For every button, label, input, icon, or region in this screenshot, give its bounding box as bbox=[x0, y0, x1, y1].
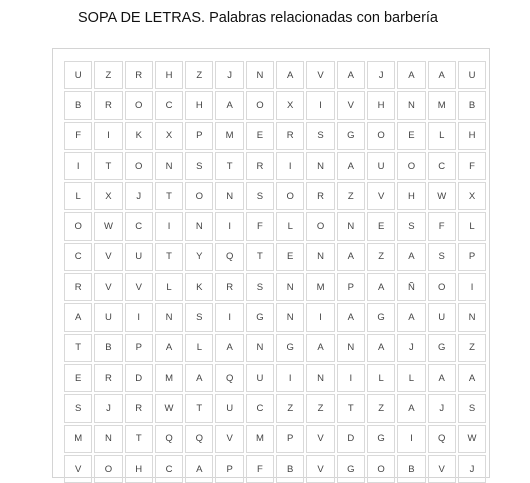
letter-cell[interactable]: A bbox=[337, 243, 365, 271]
letter-cell[interactable]: O bbox=[397, 152, 425, 180]
letter-cell[interactable]: M bbox=[246, 425, 274, 453]
letter-cell[interactable]: T bbox=[337, 394, 365, 422]
letter-cell[interactable]: S bbox=[246, 273, 274, 301]
letter-cell[interactable]: M bbox=[155, 364, 183, 392]
letter-cell[interactable]: S bbox=[185, 303, 213, 331]
letter-cell[interactable]: H bbox=[125, 455, 153, 483]
letter-cell[interactable]: N bbox=[155, 303, 183, 331]
letter-cell[interactable]: A bbox=[185, 364, 213, 392]
letter-cell[interactable]: R bbox=[125, 394, 153, 422]
letter-cell[interactable]: T bbox=[125, 425, 153, 453]
letter-cell[interactable]: F bbox=[428, 212, 456, 240]
letter-cell[interactable]: Q bbox=[155, 425, 183, 453]
letter-cell[interactable]: A bbox=[367, 334, 395, 362]
letter-cell[interactable]: B bbox=[94, 334, 122, 362]
letter-cell[interactable]: U bbox=[94, 303, 122, 331]
letter-cell[interactable]: I bbox=[125, 303, 153, 331]
letter-cell[interactable]: D bbox=[337, 425, 365, 453]
letter-cell[interactable]: B bbox=[276, 455, 304, 483]
letter-cell[interactable]: L bbox=[367, 364, 395, 392]
letter-cell[interactable]: I bbox=[337, 364, 365, 392]
letter-cell[interactable]: F bbox=[458, 152, 486, 180]
letter-cell[interactable]: C bbox=[64, 243, 92, 271]
letter-cell[interactable]: P bbox=[185, 122, 213, 150]
letter-cell[interactable]: S bbox=[185, 152, 213, 180]
letter-cell[interactable]: J bbox=[215, 61, 243, 89]
letter-cell[interactable]: R bbox=[306, 182, 334, 210]
word-search-frame bbox=[52, 48, 490, 478]
letter-cell[interactable]: L bbox=[458, 212, 486, 240]
letter-cell[interactable]: J bbox=[458, 455, 486, 483]
letter-cell[interactable]: G bbox=[246, 303, 274, 331]
letter-cell[interactable]: O bbox=[64, 212, 92, 240]
letter-cell[interactable]: G bbox=[367, 425, 395, 453]
letter-cell[interactable]: G bbox=[428, 334, 456, 362]
letter-cell[interactable]: Z bbox=[367, 243, 395, 271]
letter-cell[interactable]: A bbox=[306, 334, 334, 362]
letter-cell[interactable]: O bbox=[276, 182, 304, 210]
letter-cell[interactable]: C bbox=[155, 91, 183, 119]
letter-cell[interactable]: V bbox=[428, 455, 456, 483]
letter-cell[interactable]: A bbox=[397, 61, 425, 89]
letter-cell[interactable]: R bbox=[94, 364, 122, 392]
letter-cell[interactable]: I bbox=[64, 152, 92, 180]
letter-cell[interactable]: A bbox=[397, 303, 425, 331]
letter-cell[interactable]: A bbox=[428, 61, 456, 89]
letter-cell[interactable]: R bbox=[64, 273, 92, 301]
letter-cell[interactable]: T bbox=[185, 394, 213, 422]
letter-cell[interactable]: A bbox=[337, 303, 365, 331]
letter-cell[interactable]: X bbox=[155, 122, 183, 150]
letter-cell[interactable]: O bbox=[185, 182, 213, 210]
letter-cell[interactable]: I bbox=[306, 91, 334, 119]
letter-cell[interactable]: A bbox=[367, 273, 395, 301]
letter-cell[interactable]: P bbox=[276, 425, 304, 453]
letter-cell[interactable]: U bbox=[458, 61, 486, 89]
letter-cell[interactable]: M bbox=[428, 91, 456, 119]
letter-cell[interactable]: N bbox=[155, 152, 183, 180]
letter-cell[interactable]: N bbox=[306, 364, 334, 392]
letter-cell[interactable]: V bbox=[215, 425, 243, 453]
letter-cell[interactable]: J bbox=[428, 394, 456, 422]
letter-cell[interactable]: N bbox=[215, 182, 243, 210]
letter-cell[interactable]: Y bbox=[185, 243, 213, 271]
letter-cell[interactable]: I bbox=[276, 364, 304, 392]
letter-cell[interactable]: G bbox=[337, 455, 365, 483]
letter-cell[interactable]: N bbox=[337, 212, 365, 240]
letter-cell[interactable]: A bbox=[428, 364, 456, 392]
letter-cell[interactable]: S bbox=[306, 122, 334, 150]
letter-cell[interactable]: B bbox=[397, 455, 425, 483]
letter-cell[interactable]: B bbox=[64, 91, 92, 119]
letter-cell[interactable]: O bbox=[94, 455, 122, 483]
letter-cell[interactable]: W bbox=[155, 394, 183, 422]
letter-cell[interactable]: A bbox=[215, 334, 243, 362]
letter-cell[interactable]: F bbox=[246, 212, 274, 240]
letter-cell[interactable]: H bbox=[155, 61, 183, 89]
letter-cell[interactable]: Q bbox=[215, 243, 243, 271]
letter-cell[interactable]: R bbox=[215, 273, 243, 301]
letter-cell[interactable]: J bbox=[125, 182, 153, 210]
letter-cell[interactable]: C bbox=[246, 394, 274, 422]
letter-cell[interactable]: I bbox=[397, 425, 425, 453]
letter-cell[interactable]: I bbox=[94, 122, 122, 150]
letter-cell[interactable]: E bbox=[64, 364, 92, 392]
letter-cell[interactable]: Z bbox=[185, 61, 213, 89]
letter-cell[interactable]: A bbox=[397, 243, 425, 271]
letter-cell[interactable]: N bbox=[458, 303, 486, 331]
letter-cell[interactable]: K bbox=[185, 273, 213, 301]
letter-cell[interactable]: J bbox=[94, 394, 122, 422]
letter-cell[interactable]: N bbox=[94, 425, 122, 453]
letter-cell[interactable]: U bbox=[125, 243, 153, 271]
letter-cell[interactable]: H bbox=[185, 91, 213, 119]
letter-cell[interactable]: V bbox=[306, 425, 334, 453]
letter-cell[interactable]: H bbox=[397, 182, 425, 210]
letter-cell[interactable]: P bbox=[125, 334, 153, 362]
letter-cell[interactable]: I bbox=[215, 303, 243, 331]
letter-cell[interactable]: A bbox=[215, 91, 243, 119]
letter-cell[interactable]: E bbox=[367, 212, 395, 240]
letter-cell[interactable]: A bbox=[276, 61, 304, 89]
letter-cell[interactable]: V bbox=[337, 91, 365, 119]
letter-cell[interactable]: U bbox=[64, 61, 92, 89]
letter-cell[interactable]: L bbox=[185, 334, 213, 362]
letter-cell[interactable]: T bbox=[246, 243, 274, 271]
letter-cell[interactable]: A bbox=[397, 394, 425, 422]
letter-cell[interactable]: S bbox=[428, 243, 456, 271]
letter-cell[interactable]: M bbox=[215, 122, 243, 150]
letter-cell[interactable]: M bbox=[306, 273, 334, 301]
letter-cell[interactable]: S bbox=[458, 394, 486, 422]
letter-cell[interactable]: R bbox=[94, 91, 122, 119]
letter-cell[interactable]: T bbox=[64, 334, 92, 362]
letter-cell[interactable]: L bbox=[276, 212, 304, 240]
letter-cell[interactable]: E bbox=[246, 122, 274, 150]
letter-cell[interactable]: I bbox=[458, 273, 486, 301]
letter-cell[interactable]: N bbox=[397, 91, 425, 119]
letter-cell[interactable]: Q bbox=[215, 364, 243, 392]
letter-cell[interactable]: A bbox=[185, 455, 213, 483]
letter-cell[interactable]: T bbox=[155, 182, 183, 210]
letter-cell[interactable]: G bbox=[276, 334, 304, 362]
letter-cell[interactable]: A bbox=[337, 61, 365, 89]
letter-cell[interactable]: N bbox=[246, 334, 274, 362]
letter-cell[interactable]: O bbox=[246, 91, 274, 119]
letter-cell[interactable]: M bbox=[64, 425, 92, 453]
letter-cell[interactable]: V bbox=[306, 455, 334, 483]
letter-cell[interactable]: D bbox=[125, 364, 153, 392]
letter-cell[interactable]: F bbox=[64, 122, 92, 150]
letter-cell[interactable]: L bbox=[397, 364, 425, 392]
letter-cell[interactable]: N bbox=[306, 152, 334, 180]
letter-cell[interactable]: Z bbox=[337, 182, 365, 210]
letter-cell[interactable]: Z bbox=[276, 394, 304, 422]
letter-cell[interactable]: V bbox=[94, 243, 122, 271]
letter-cell[interactable]: G bbox=[337, 122, 365, 150]
letter-cell[interactable]: A bbox=[155, 334, 183, 362]
letter-cell[interactable]: O bbox=[306, 212, 334, 240]
letter-cell[interactable]: N bbox=[246, 61, 274, 89]
letter-cell[interactable]: W bbox=[428, 182, 456, 210]
letter-cell[interactable]: A bbox=[337, 152, 365, 180]
letter-cell[interactable]: Z bbox=[306, 394, 334, 422]
letter-cell[interactable]: V bbox=[367, 182, 395, 210]
letter-cell[interactable]: L bbox=[155, 273, 183, 301]
letter-cell[interactable]: X bbox=[276, 91, 304, 119]
letter-cell[interactable]: E bbox=[397, 122, 425, 150]
letter-cell[interactable]: U bbox=[428, 303, 456, 331]
letter-cell[interactable]: N bbox=[276, 273, 304, 301]
letter-cell[interactable]: O bbox=[367, 455, 395, 483]
letter-cell[interactable]: G bbox=[367, 303, 395, 331]
letter-cell[interactable]: J bbox=[367, 61, 395, 89]
letter-cell[interactable]: T bbox=[155, 243, 183, 271]
letter-cell[interactable]: R bbox=[276, 122, 304, 150]
letter-cell[interactable]: U bbox=[246, 364, 274, 392]
letter-cell[interactable]: Z bbox=[94, 61, 122, 89]
letter-cell[interactable]: T bbox=[215, 152, 243, 180]
letter-cell[interactable]: A bbox=[64, 303, 92, 331]
letter-cell[interactable]: O bbox=[428, 273, 456, 301]
letter-cell[interactable]: P bbox=[458, 243, 486, 271]
letter-cell[interactable]: I bbox=[215, 212, 243, 240]
letter-cell[interactable]: J bbox=[397, 334, 425, 362]
letter-cell[interactable]: B bbox=[458, 91, 486, 119]
letter-cell[interactable]: S bbox=[64, 394, 92, 422]
letter-cell[interactable]: V bbox=[64, 455, 92, 483]
letter-cell[interactable]: Z bbox=[367, 394, 395, 422]
letter-cell[interactable]: I bbox=[306, 303, 334, 331]
letter-cell[interactable]: V bbox=[94, 273, 122, 301]
letter-cell[interactable]: U bbox=[367, 152, 395, 180]
letter-cell[interactable]: P bbox=[215, 455, 243, 483]
letter-cell[interactable]: K bbox=[125, 122, 153, 150]
letter-cell[interactable]: S bbox=[397, 212, 425, 240]
letter-cell[interactable]: W bbox=[458, 425, 486, 453]
letter-cell[interactable]: L bbox=[64, 182, 92, 210]
document-title: SOPA DE LETRAS. Palabras relacionadas con barbería bbox=[78, 10, 439, 26]
letter-cell[interactable]: N bbox=[276, 303, 304, 331]
letter-cell[interactable]: F bbox=[246, 455, 274, 483]
letter-cell[interactable]: R bbox=[246, 152, 274, 180]
letter-cell[interactable]: R bbox=[125, 61, 153, 89]
letter-cell[interactable]: Q bbox=[185, 425, 213, 453]
letter-cell[interactable]: N bbox=[185, 212, 213, 240]
letter-cell[interactable]: P bbox=[337, 273, 365, 301]
letter-cell[interactable]: I bbox=[276, 152, 304, 180]
letter-cell[interactable]: N bbox=[306, 243, 334, 271]
letter-cell[interactable]: Q bbox=[428, 425, 456, 453]
letter-cell[interactable]: U bbox=[215, 394, 243, 422]
letter-cell[interactable]: I bbox=[155, 212, 183, 240]
letter-cell[interactable]: S bbox=[246, 182, 274, 210]
letter-cell[interactable]: H bbox=[458, 122, 486, 150]
letter-cell[interactable]: A bbox=[458, 364, 486, 392]
letter-cell[interactable]: E bbox=[276, 243, 304, 271]
letter-cell[interactable]: V bbox=[125, 273, 153, 301]
letter-cell[interactable]: N bbox=[337, 334, 365, 362]
letter-cell[interactable]: H bbox=[367, 91, 395, 119]
letter-cell[interactable]: O bbox=[367, 122, 395, 150]
letter-cell[interactable]: C bbox=[125, 212, 153, 240]
letter-cell[interactable]: O bbox=[125, 91, 153, 119]
letter-cell[interactable]: Ñ bbox=[397, 273, 425, 301]
letter-cell[interactable]: X bbox=[458, 182, 486, 210]
letter-cell[interactable]: W bbox=[94, 212, 122, 240]
letter-cell[interactable]: V bbox=[306, 61, 334, 89]
letter-cell[interactable]: C bbox=[428, 152, 456, 180]
letter-cell[interactable]: Z bbox=[458, 334, 486, 362]
letter-cell[interactable]: L bbox=[428, 122, 456, 150]
letter-cell[interactable]: T bbox=[94, 152, 122, 180]
letter-cell[interactable]: O bbox=[125, 152, 153, 180]
letter-cell[interactable]: X bbox=[94, 182, 122, 210]
word-search-grid bbox=[64, 61, 486, 483]
letter-cell[interactable]: C bbox=[155, 455, 183, 483]
